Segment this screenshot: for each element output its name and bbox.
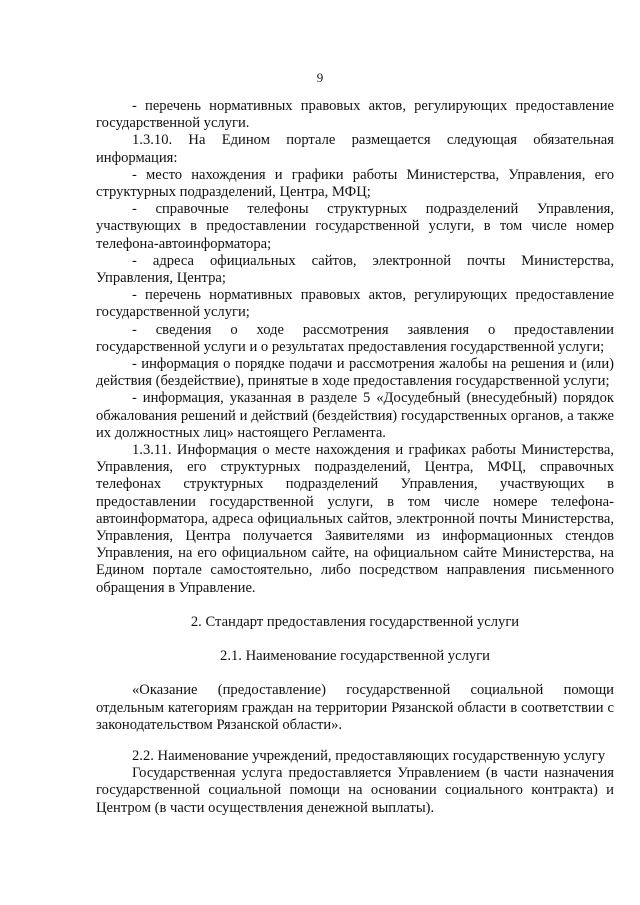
paragraph: - перечень нормативных правовых актов, регулирующих предоставление государственной услуги. [96,98,614,132]
paragraph: 1.3.10. На Едином портале размещается следующая обязательная информация: [96,132,614,166]
paragraph: - справочные телефоны структурных подразделений Управления, участвующих в предоставлении государственной услуги, в том числе номер телефона-автоинформатора; [96,201,614,252]
paragraph: - адреса официальных сайтов, электронной почты Министерства, Управления, Центра; [96,252,614,287]
subsection-heading: 2.1. Наименование государственной услуги [220,648,490,665]
paragraph: 1.3.11. Информация о месте нахождения и графиках работы Министерства, Управления, его структурных подразделений, Центра, МФЦ, справочных телефонах структурных подразделений Управления, участвующих в предоставлении государственной услуги, в том числе номере телефона-автоинформатора, адреса официальных сайтов, электронной почты Министерства, Управления, Центра получается Заявителями из информационных стендов Управления, на его официальном сайте, на официальном сайте Министерства, на Едином портале самостоятельно, либо посредством направления письменного обращения в Управление. [96,442,614,596]
subsection-heading: 2.2. Наименование учреждений, предоставляющих государственную услугу [132,747,606,764]
paragraph: - место нахождения и графики работы Министерства, Управления, его структурных подразделений, Центра, МФЦ; [96,166,614,201]
document-body [96,98,614,817]
paragraph: «Оказание (предоставление) государственной социальной помощи отдельным категориям граждан на территории Рязанской области в соответствии с законодательством Рязанской области». [96,682,614,733]
paragraph: - перечень нормативных правовых актов, регулирующих предоставление государственной услуги; [96,287,614,321]
section-heading: 2. Стандарт предоставления государственной услуги [190,613,520,630]
paragraph: - информация о порядке подачи и рассмотрения жалобы на решения и (или) действия (бездействие), принятые в ходе предоставления государственной услуги; [96,356,614,390]
paragraph: Государственная услуга предоставляется Управлением (в части назначения государственной социальной помощи на основании социального контракта) и Центром (в части осуществления денежной выплаты). [96,765,614,816]
paragraph: - сведения о ходе рассмотрения заявления о предоставлении государственной услуги и о результатах предоставления государственной услуги; [96,321,614,355]
paragraph: - информация, указанная в разделе 5 «Досудебный (внесудебный) порядок обжалования решений и действий (бездействия) государственных органов, а также их должностных лиц» настоящего Регламента. [96,390,614,441]
page-number: 9 [316,70,324,85]
